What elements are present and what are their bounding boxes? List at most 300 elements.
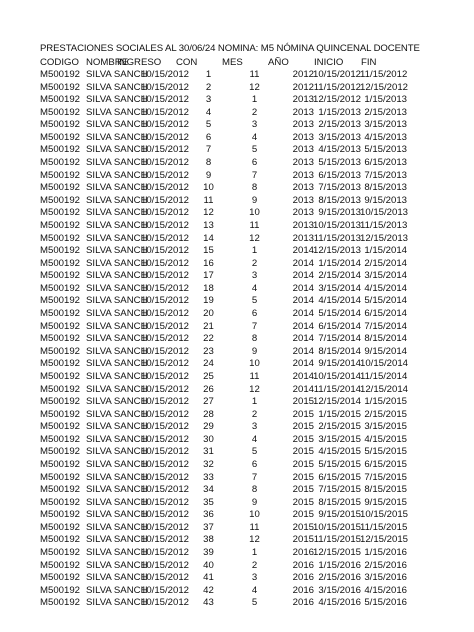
cell-mes: 2 (251, 106, 258, 118)
cell-inicio: 1/15/2014 (318, 257, 361, 269)
cell-nombre: SILVA SANCH (86, 345, 148, 357)
cell-mes: 11 (249, 69, 260, 80)
cell-nombre: SILVA SANCH (86, 308, 148, 320)
cell-nombre: SILVA SANCH (86, 421, 148, 433)
cell-nombre: SILVA SANCH (86, 559, 148, 571)
cell-ingreso: 10/15/2012 (140, 521, 189, 533)
table-row (0, 244, 474, 257)
cell-ingreso: 10/15/2012 (140, 308, 189, 320)
cell-con: 8 (205, 157, 212, 169)
table-row (0, 194, 474, 207)
table-row (0, 445, 474, 458)
cell-codigo: M500192 (40, 69, 81, 80)
table-row (0, 169, 474, 182)
cell-anio: 2014 (292, 282, 314, 294)
cell-anio: 2016 (292, 547, 314, 559)
header-inicio: INICIO (314, 57, 344, 68)
cell-ingreso: 10/15/2012 (140, 408, 189, 420)
cell-codigo: M500192 (40, 320, 81, 332)
cell-con: 6 (205, 131, 212, 143)
cell-fin: 4/15/2015 (364, 433, 407, 445)
cell-ingreso: 10/15/2012 (140, 383, 189, 395)
cell-con: 28 (203, 408, 214, 420)
cell-nombre: SILVA SANCH (86, 157, 148, 169)
cell-codigo: M500192 (40, 509, 81, 521)
cell-anio: 2014 (292, 245, 314, 257)
table-row (0, 118, 474, 131)
cell-ingreso: 10/15/2012 (140, 421, 189, 433)
cell-anio: 2014 (292, 370, 314, 382)
cell-nombre: SILVA SANCH (86, 597, 148, 609)
table-row (0, 408, 474, 421)
cell-codigo: M500192 (40, 484, 81, 496)
cell-nombre: SILVA SANCH (86, 94, 148, 106)
cell-ingreso: 10/15/2012 (140, 509, 189, 521)
cell-con: 7 (205, 144, 212, 156)
table-row (0, 533, 474, 546)
cell-codigo: M500192 (40, 131, 81, 143)
cell-inicio: 7/15/2013 (318, 182, 361, 194)
cell-con: 3 (205, 94, 212, 106)
cell-fin: 4/15/2016 (364, 584, 407, 596)
cell-con: 4 (205, 106, 212, 118)
cell-inicio: 2/15/2014 (318, 270, 361, 282)
cell-fin: 1/15/2014 (364, 245, 407, 257)
cell-mes: 3 (251, 421, 258, 433)
cell-fin: 7/15/2014 (364, 320, 407, 332)
cell-ingreso: 10/15/2012 (140, 69, 189, 80)
cell-ingreso: 10/15/2012 (140, 219, 189, 231)
cell-fin: 7/15/2013 (364, 169, 407, 181)
cell-anio: 2013 (292, 194, 314, 206)
cell-codigo: M500192 (40, 547, 81, 559)
cell-inicio: 12/15/2015 (313, 547, 362, 559)
cell-codigo: M500192 (40, 308, 81, 320)
cell-nombre: SILVA SANCH (86, 396, 148, 408)
table-row (0, 433, 474, 446)
cell-con: 27 (203, 396, 214, 408)
table-row (0, 106, 474, 119)
cell-nombre: SILVA SANCH (86, 219, 148, 231)
cell-fin: 10/15/2015 (360, 509, 409, 521)
cell-con: 31 (203, 446, 214, 458)
cell-fin: 5/15/2014 (364, 295, 407, 307)
cell-mes: 7 (251, 320, 258, 332)
table-row (0, 206, 474, 219)
cell-fin: 11/15/2015 (360, 521, 408, 533)
cell-fin: 5/15/2013 (364, 144, 407, 156)
cell-con: 9 (205, 169, 212, 181)
cell-nombre: SILVA SANCH (86, 131, 148, 143)
cell-ingreso: 10/15/2012 (140, 194, 189, 206)
cell-mes: 11 (249, 219, 260, 231)
cell-mes: 5 (251, 446, 258, 458)
cell-codigo: M500192 (40, 559, 81, 571)
cell-fin: 10/15/2013 (360, 207, 409, 219)
cell-mes: 8 (251, 333, 258, 345)
cell-mes: 7 (251, 471, 258, 483)
cell-ingreso: 10/15/2012 (140, 471, 189, 483)
cell-ingreso: 10/15/2012 (140, 182, 189, 194)
cell-mes: 9 (251, 345, 258, 357)
cell-codigo: M500192 (40, 81, 81, 93)
table-row (0, 219, 474, 232)
table-row (0, 156, 474, 169)
cell-ingreso: 10/15/2012 (140, 207, 189, 219)
cell-mes: 4 (251, 584, 258, 596)
cell-codigo: M500192 (40, 345, 81, 357)
cell-fin: 8/15/2014 (364, 333, 407, 345)
cell-con: 2 (205, 81, 212, 93)
cell-codigo: M500192 (40, 144, 81, 156)
cell-inicio: 8/15/2013 (318, 194, 361, 206)
cell-inicio: 11/15/2012 (313, 81, 361, 93)
table-row (0, 521, 474, 534)
cell-inicio: 8/15/2014 (318, 345, 361, 357)
cell-mes: 8 (251, 484, 258, 496)
cell-mes: 7 (251, 169, 258, 181)
cell-mes: 10 (249, 509, 260, 521)
cell-con: 32 (203, 458, 214, 470)
cell-mes: 6 (251, 458, 258, 470)
cell-codigo: M500192 (40, 597, 81, 609)
cell-con: 14 (203, 232, 214, 244)
cell-codigo: M500192 (40, 458, 81, 470)
cell-codigo: M500192 (40, 383, 81, 395)
cell-nombre: SILVA SANCH (86, 245, 148, 257)
cell-ingreso: 10/15/2012 (140, 534, 189, 546)
cell-anio: 2015 (292, 458, 314, 470)
cell-ingreso: 10/15/2012 (140, 320, 189, 332)
cell-fin: 12/15/2014 (360, 383, 409, 395)
cell-mes: 10 (249, 358, 260, 370)
cell-con: 16 (203, 257, 214, 269)
cell-codigo: M500192 (40, 282, 81, 294)
cell-mes: 2 (251, 257, 258, 269)
cell-con: 39 (203, 547, 214, 559)
cell-anio: 2013 (292, 144, 314, 156)
cell-codigo: M500192 (40, 471, 81, 483)
cell-ingreso: 10/15/2012 (140, 597, 189, 609)
header-con: CON (176, 57, 198, 68)
cell-inicio: 11/15/2014 (313, 383, 361, 395)
cell-inicio: 5/15/2013 (318, 157, 361, 169)
table-row (0, 345, 474, 358)
cell-inicio: 4/15/2013 (318, 144, 361, 156)
cell-anio: 2015 (292, 484, 314, 496)
cell-anio: 2012 (292, 69, 314, 80)
cell-nombre: SILVA SANCH (86, 358, 148, 370)
cell-fin: 6/15/2013 (364, 157, 407, 169)
table-row (0, 571, 474, 584)
cell-inicio: 8/15/2015 (318, 496, 361, 508)
cell-codigo: M500192 (40, 358, 81, 370)
cell-nombre: SILVA SANCH (86, 106, 148, 118)
cell-inicio: 5/15/2015 (318, 458, 361, 470)
cell-inicio: 1/15/2016 (318, 559, 361, 571)
cell-fin: 1/15/2016 (364, 547, 407, 559)
cell-con: 10 (203, 182, 214, 194)
cell-fin: 11/15/2013 (360, 219, 408, 231)
cell-fin: 10/15/2014 (360, 358, 409, 370)
cell-anio: 2013 (292, 131, 314, 143)
cell-ingreso: 10/15/2012 (140, 396, 189, 408)
cell-anio: 2013 (292, 232, 314, 244)
cell-anio: 2016 (292, 584, 314, 596)
cell-fin: 9/15/2014 (364, 345, 407, 357)
cell-fin: 1/15/2013 (364, 94, 407, 106)
cell-anio: 2015 (292, 396, 314, 408)
cell-anio: 2015 (292, 433, 314, 445)
cell-anio: 2013 (292, 106, 314, 118)
cell-nombre: SILVA SANCH (86, 572, 148, 584)
header-anio: AÑO (268, 57, 289, 68)
cell-inicio: 12/15/2014 (313, 396, 362, 408)
cell-nombre: SILVA SANCH (86, 81, 148, 93)
cell-fin: 2/15/2014 (364, 257, 407, 269)
cell-ingreso: 10/15/2012 (140, 257, 189, 269)
cell-codigo: M500192 (40, 446, 81, 458)
cell-fin: 6/15/2015 (364, 458, 407, 470)
table-row (0, 420, 474, 433)
cell-ingreso: 10/15/2012 (140, 169, 189, 181)
cell-con: 13 (203, 219, 214, 231)
cell-codigo: M500192 (40, 572, 81, 584)
cell-con: 19 (203, 295, 214, 307)
cell-con: 36 (203, 509, 214, 521)
cell-ingreso: 10/15/2012 (140, 559, 189, 571)
cell-mes: 3 (251, 270, 258, 282)
cell-fin: 1/15/2015 (364, 396, 407, 408)
cell-anio: 2015 (292, 509, 314, 521)
cell-con: 35 (203, 496, 214, 508)
cell-anio: 2014 (292, 358, 314, 370)
cell-inicio: 4/15/2016 (318, 597, 361, 609)
cell-con: 38 (203, 534, 214, 546)
cell-codigo: M500192 (40, 584, 81, 596)
cell-mes: 9 (251, 496, 258, 508)
cell-mes: 10 (249, 207, 260, 219)
table-row (0, 383, 474, 396)
cell-codigo: M500192 (40, 270, 81, 282)
cell-codigo: M500192 (40, 232, 81, 244)
cell-codigo: M500192 (40, 408, 81, 420)
table-row (0, 483, 474, 496)
cell-con: 40 (203, 559, 214, 571)
table-row (0, 471, 474, 484)
cell-anio: 2013 (292, 207, 314, 219)
cell-fin: 3/15/2016 (364, 572, 407, 584)
cell-anio: 2012 (292, 81, 314, 93)
cell-fin: 3/15/2014 (364, 270, 407, 282)
cell-mes: 1 (251, 547, 258, 559)
cell-con: 21 (203, 320, 214, 332)
cell-anio: 2015 (292, 521, 314, 533)
cell-codigo: M500192 (40, 119, 81, 131)
cell-anio: 2013 (292, 169, 314, 181)
cell-anio: 2014 (292, 257, 314, 269)
cell-nombre: SILVA SANCH (86, 182, 148, 194)
header-nombre: NOMBRE (86, 57, 129, 68)
cell-nombre: SILVA SANCH (86, 547, 148, 559)
cell-anio: 2014 (292, 383, 314, 395)
cell-fin: 6/15/2014 (364, 308, 407, 320)
cell-nombre: SILVA SANCH (86, 471, 148, 483)
cell-con: 23 (203, 345, 214, 357)
cell-con: 12 (203, 207, 214, 219)
cell-mes: 12 (249, 383, 260, 395)
cell-inicio: 5/15/2014 (318, 308, 361, 320)
cell-codigo: M500192 (40, 106, 81, 118)
cell-con: 43 (203, 597, 214, 609)
cell-codigo: M500192 (40, 295, 81, 307)
cell-anio: 2014 (292, 333, 314, 345)
cell-inicio: 1/15/2013 (318, 106, 361, 118)
cell-con: 34 (203, 484, 214, 496)
cell-anio: 2016 (292, 559, 314, 571)
cell-nombre: SILVA SANCH (86, 433, 148, 445)
cell-codigo: M500192 (40, 396, 81, 408)
table-row (0, 332, 474, 345)
cell-ingreso: 10/15/2012 (140, 282, 189, 294)
cell-inicio: 2/15/2016 (318, 572, 361, 584)
cell-ingreso: 10/15/2012 (140, 446, 189, 458)
cell-nombre: SILVA SANCH (86, 584, 148, 596)
table-row (0, 370, 474, 383)
cell-fin: 4/15/2013 (364, 131, 407, 143)
cell-con: 29 (203, 421, 214, 433)
cell-mes: 2 (251, 559, 258, 571)
cell-nombre: SILVA SANCH (86, 370, 148, 382)
cell-mes: 3 (251, 572, 258, 584)
cell-inicio: 10/15/2015 (313, 521, 362, 533)
cell-anio: 2015 (292, 496, 314, 508)
cell-anio: 2013 (292, 219, 314, 231)
cell-ingreso: 10/15/2012 (140, 370, 189, 382)
cell-ingreso: 10/15/2012 (140, 245, 189, 257)
cell-fin: 2/15/2015 (364, 408, 407, 420)
cell-mes: 4 (251, 131, 258, 143)
cell-anio: 2015 (292, 534, 314, 546)
cell-fin: 8/15/2013 (364, 182, 407, 194)
cell-fin: 2/15/2013 (364, 106, 407, 118)
table-row (0, 257, 474, 270)
cell-mes: 6 (251, 308, 258, 320)
cell-con: 26 (203, 383, 214, 395)
table-row (0, 143, 474, 156)
cell-inicio: 12/15/2012 (313, 94, 362, 106)
header-ingreso: INGRESO (117, 57, 162, 68)
cell-nombre: SILVA SANCH (86, 295, 148, 307)
cell-ingreso: 10/15/2012 (140, 232, 189, 244)
table-row (0, 320, 474, 333)
cell-fin: 7/15/2015 (364, 471, 407, 483)
cell-inicio: 9/15/2015 (318, 509, 361, 521)
cell-anio: 2014 (292, 308, 314, 320)
table-row (0, 68, 474, 81)
cell-con: 41 (203, 572, 214, 584)
cell-inicio: 12/15/2013 (313, 245, 362, 257)
cell-ingreso: 10/15/2012 (140, 119, 189, 131)
cell-mes: 1 (251, 245, 258, 257)
table-row (0, 357, 474, 370)
cell-nombre: SILVA SANCH (86, 69, 148, 80)
cell-nombre: SILVA SANCH (86, 446, 148, 458)
cell-codigo: M500192 (40, 370, 81, 382)
cell-nombre: SILVA SANCH (86, 521, 148, 533)
cell-mes: 4 (251, 433, 258, 445)
sheet-title: PRESTACIONES SOCIALES AL 30/06/24 NOMINA: M5 NÓMINA QUINCENAL DOCENTE (40, 43, 420, 54)
cell-con: 42 (203, 584, 214, 596)
cell-fin: 12/15/2015 (360, 534, 409, 546)
cell-nombre: SILVA SANCH (86, 383, 148, 395)
cell-anio: 2016 (292, 572, 314, 584)
cell-ingreso: 10/15/2012 (140, 81, 189, 93)
cell-mes: 5 (251, 144, 258, 156)
cell-inicio: 2/15/2015 (318, 421, 361, 433)
table-row (0, 546, 474, 559)
cell-anio: 2014 (292, 270, 314, 282)
cell-mes: 2 (251, 408, 258, 420)
cell-mes: 11 (249, 370, 260, 382)
cell-nombre: SILVA SANCH (86, 484, 148, 496)
cell-mes: 3 (251, 119, 258, 131)
table-row (0, 131, 474, 144)
cell-codigo: M500192 (40, 219, 81, 231)
table-row (0, 282, 474, 295)
cell-anio: 2016 (292, 597, 314, 609)
cell-anio: 2013 (292, 157, 314, 169)
cell-nombre: SILVA SANCH (86, 320, 148, 332)
table-row (0, 596, 474, 609)
cell-con: 17 (203, 270, 214, 282)
cell-nombre: SILVA SANCH (86, 282, 148, 294)
cell-nombre: SILVA SANCH (86, 144, 148, 156)
cell-inicio: 11/15/2015 (313, 534, 361, 546)
table-row (0, 307, 474, 320)
cell-codigo: M500192 (40, 257, 81, 269)
cell-con: 24 (203, 358, 214, 370)
cell-codigo: M500192 (40, 245, 81, 257)
cell-ingreso: 10/15/2012 (140, 584, 189, 596)
cell-codigo: M500192 (40, 182, 81, 194)
cell-inicio: 7/15/2014 (318, 333, 361, 345)
table-row (0, 496, 474, 509)
cell-codigo: M500192 (40, 169, 81, 181)
cell-con: 22 (203, 333, 214, 345)
header-mes: MES (222, 57, 243, 68)
cell-con: 30 (203, 433, 214, 445)
cell-fin: 9/15/2013 (364, 194, 407, 206)
cell-fin: 5/15/2015 (364, 446, 407, 458)
cell-nombre: SILVA SANCH (86, 333, 148, 345)
cell-inicio: 10/15/2012 (313, 69, 362, 80)
cell-ingreso: 10/15/2012 (140, 144, 189, 156)
cell-con: 11 (203, 194, 214, 206)
cell-anio: 2015 (292, 471, 314, 483)
cell-nombre: SILVA SANCH (86, 509, 148, 521)
cell-ingreso: 10/15/2012 (140, 358, 189, 370)
table-row (0, 81, 474, 94)
cell-nombre: SILVA SANCH (86, 194, 148, 206)
cell-ingreso: 10/15/2012 (140, 433, 189, 445)
cell-fin: 9/15/2015 (364, 496, 407, 508)
table-row (0, 458, 474, 471)
cell-nombre: SILVA SANCH (86, 408, 148, 420)
cell-codigo: M500192 (40, 194, 81, 206)
cell-inicio: 10/15/2014 (313, 370, 362, 382)
cell-inicio: 7/15/2015 (318, 484, 361, 496)
